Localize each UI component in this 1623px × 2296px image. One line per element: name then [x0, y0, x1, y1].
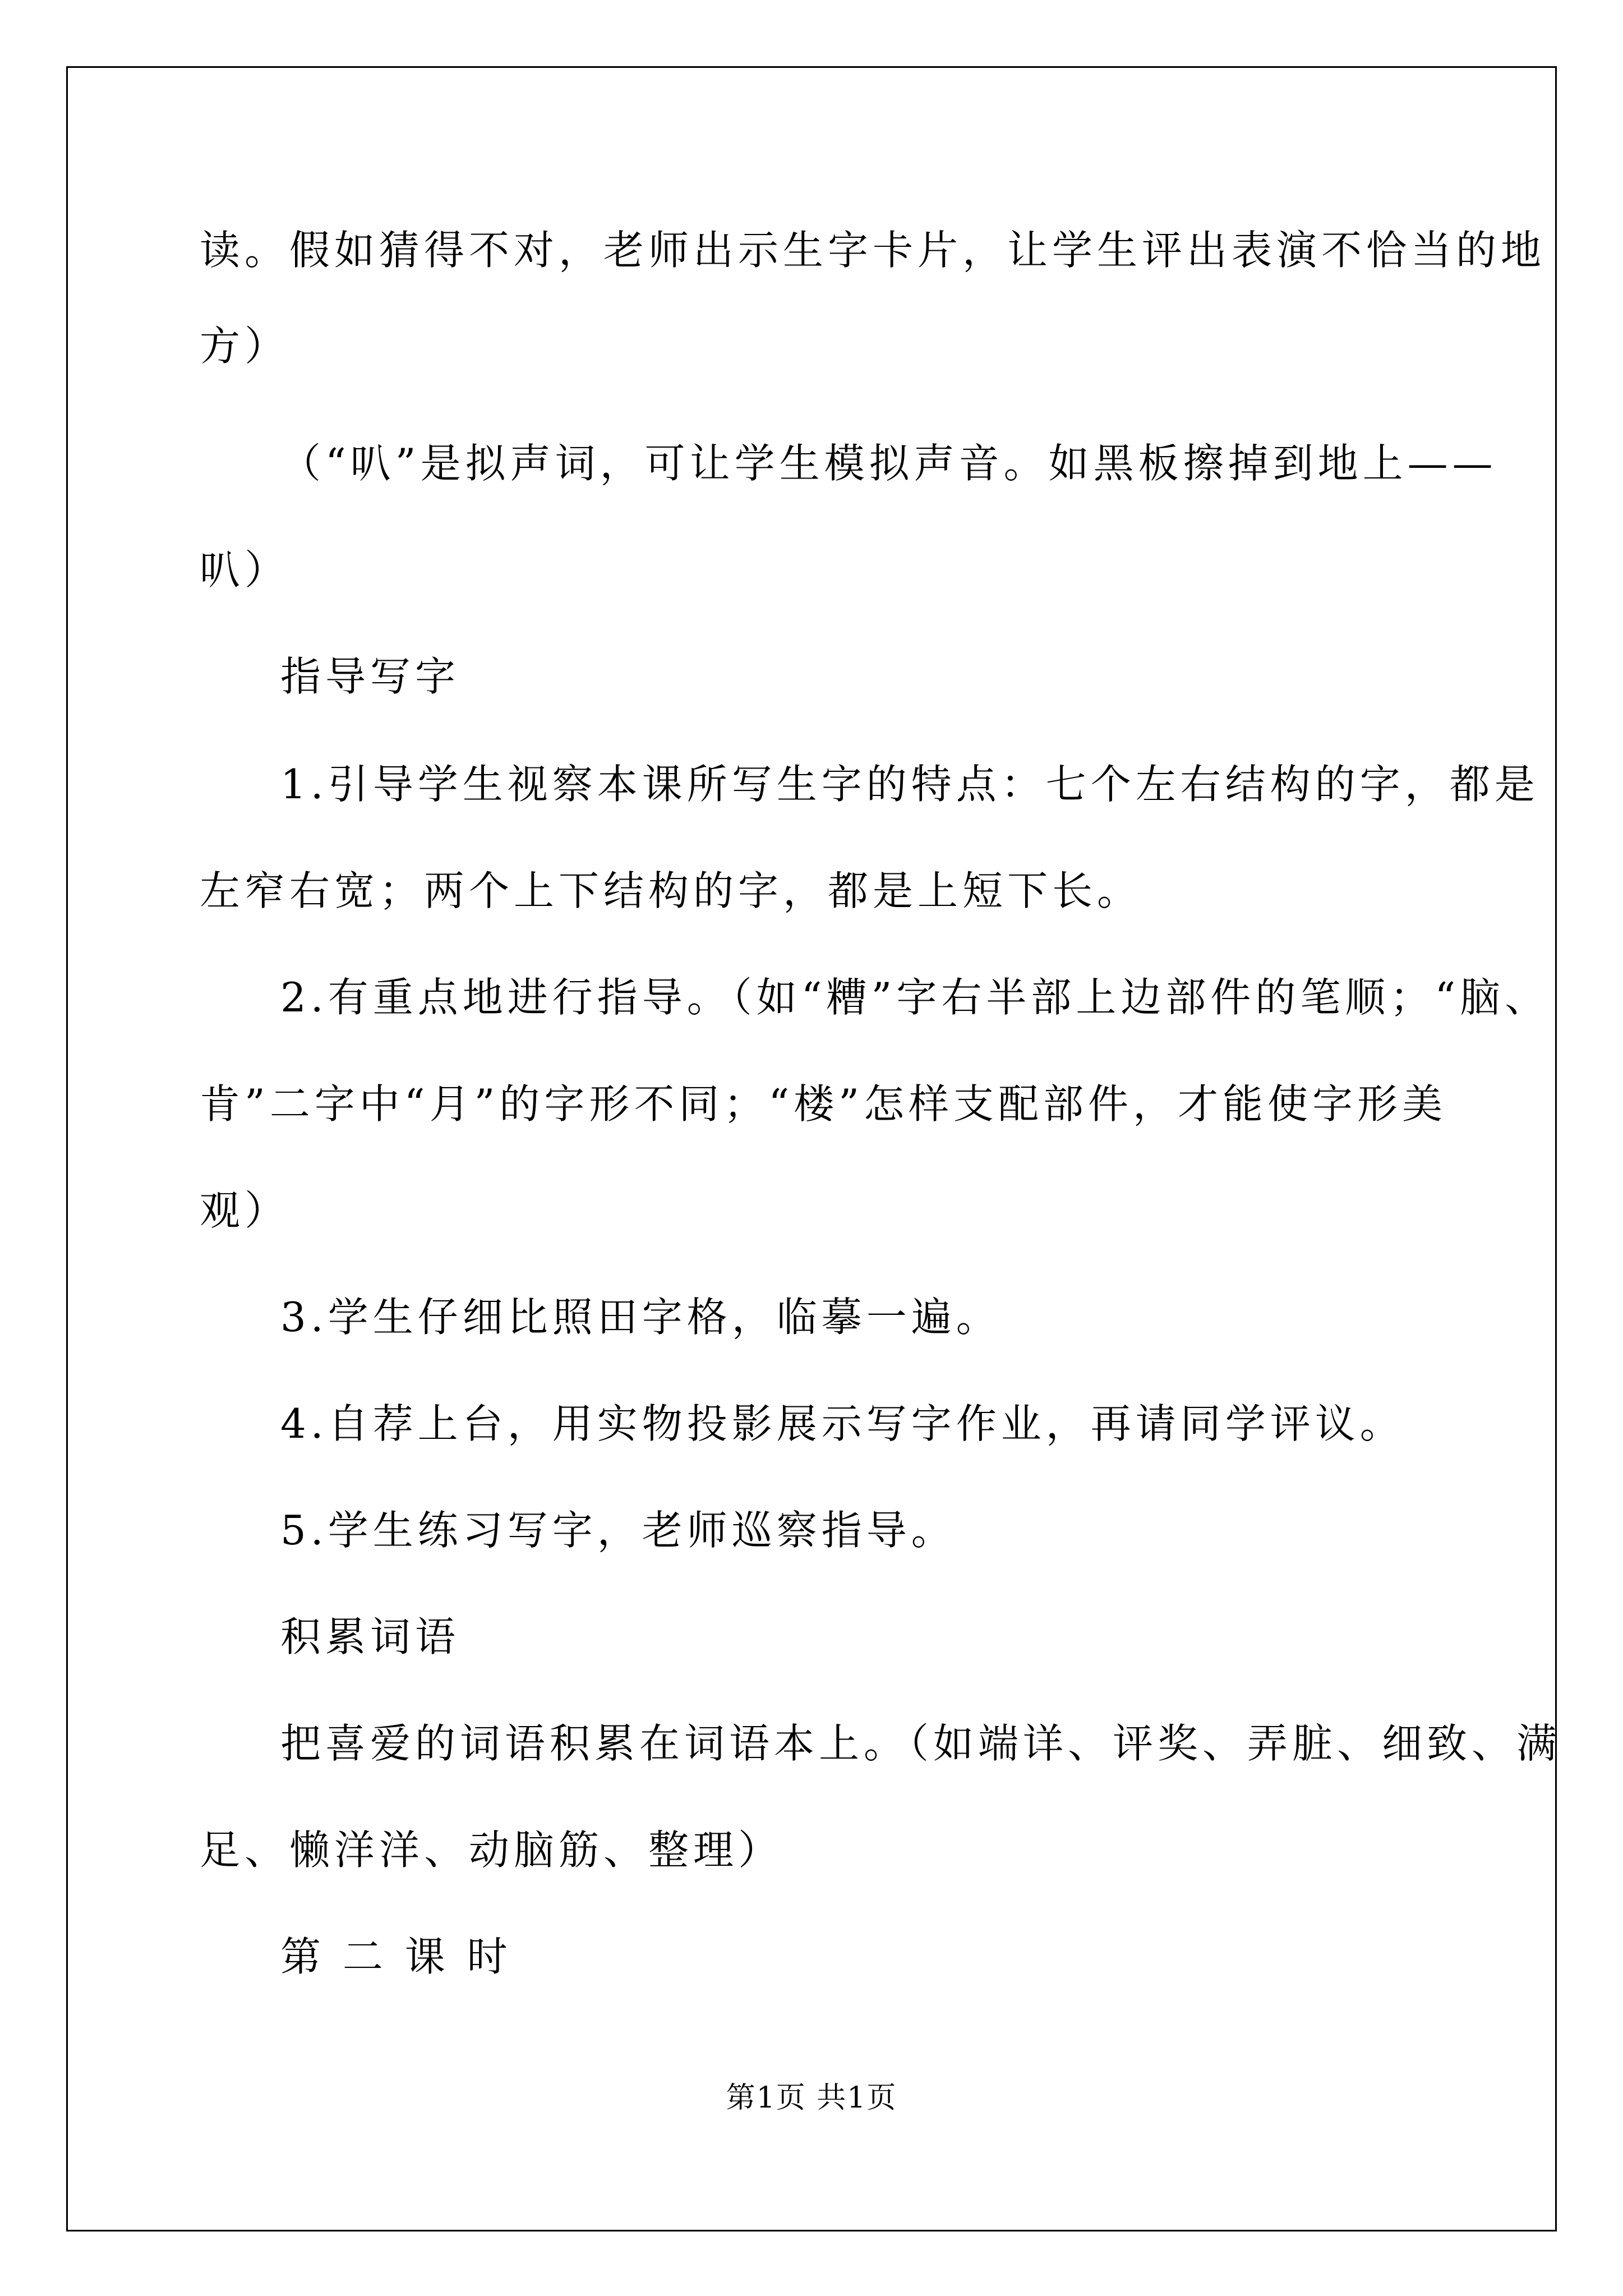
body-line-9: 肯”二字中“月”的字形不同；“楼”怎样支配部件，才能使字形美 [200, 1080, 1447, 1128]
body-line-7: 左窄右宽；两个上下结构的字，都是上短下长。 [200, 867, 1142, 914]
body-line-13: 5.学生练习写字，老师巡察指导。 [280, 1507, 956, 1554]
page-border [66, 66, 1562, 2231]
body-line-16: 足、懒洋洋、动脑筋、整理） [200, 1826, 783, 1874]
body-line-15: 把喜爱的词语积累在词语本上。（如端详、评奖、弄脏、细致、满 [280, 1720, 1562, 1767]
body-line-8: 2.有重点地进行指导。（如“糟”字右半部上边部件的笔顺；“脑、 [280, 974, 1550, 1021]
body-line-3: （“叭”是拟声词，可让学生模拟声音。如黑板擦掉到地上—— [280, 440, 1497, 487]
body-line-2: 方） [200, 323, 290, 370]
body-line-4: 叭） [200, 546, 290, 593]
body-line-1: 读。假如猜得不对，老师出示生字卡片，让学生评出表演不恰当的地 [200, 227, 1546, 274]
body-line-12: 4.自荐上台，用实物投影展示写字作业，再请同学评议。 [280, 1400, 1405, 1447]
body-line-11: 3.学生仔细比照田字格，临摹一遍。 [280, 1294, 1001, 1341]
section-heading-vocabulary: 积累词语 [280, 1613, 460, 1660]
section-heading-second-lesson: 第 二 课 时 [280, 1933, 512, 1980]
page-number-footer: 第1页 共1页 [726, 2081, 897, 2115]
body-line-6: 1.引导学生视察本课所写生字的特点：七个左右结构的字，都是 [280, 761, 1539, 808]
body-line-10: 观） [200, 1187, 290, 1234]
section-heading-writing: 指导写字 [280, 653, 460, 700]
